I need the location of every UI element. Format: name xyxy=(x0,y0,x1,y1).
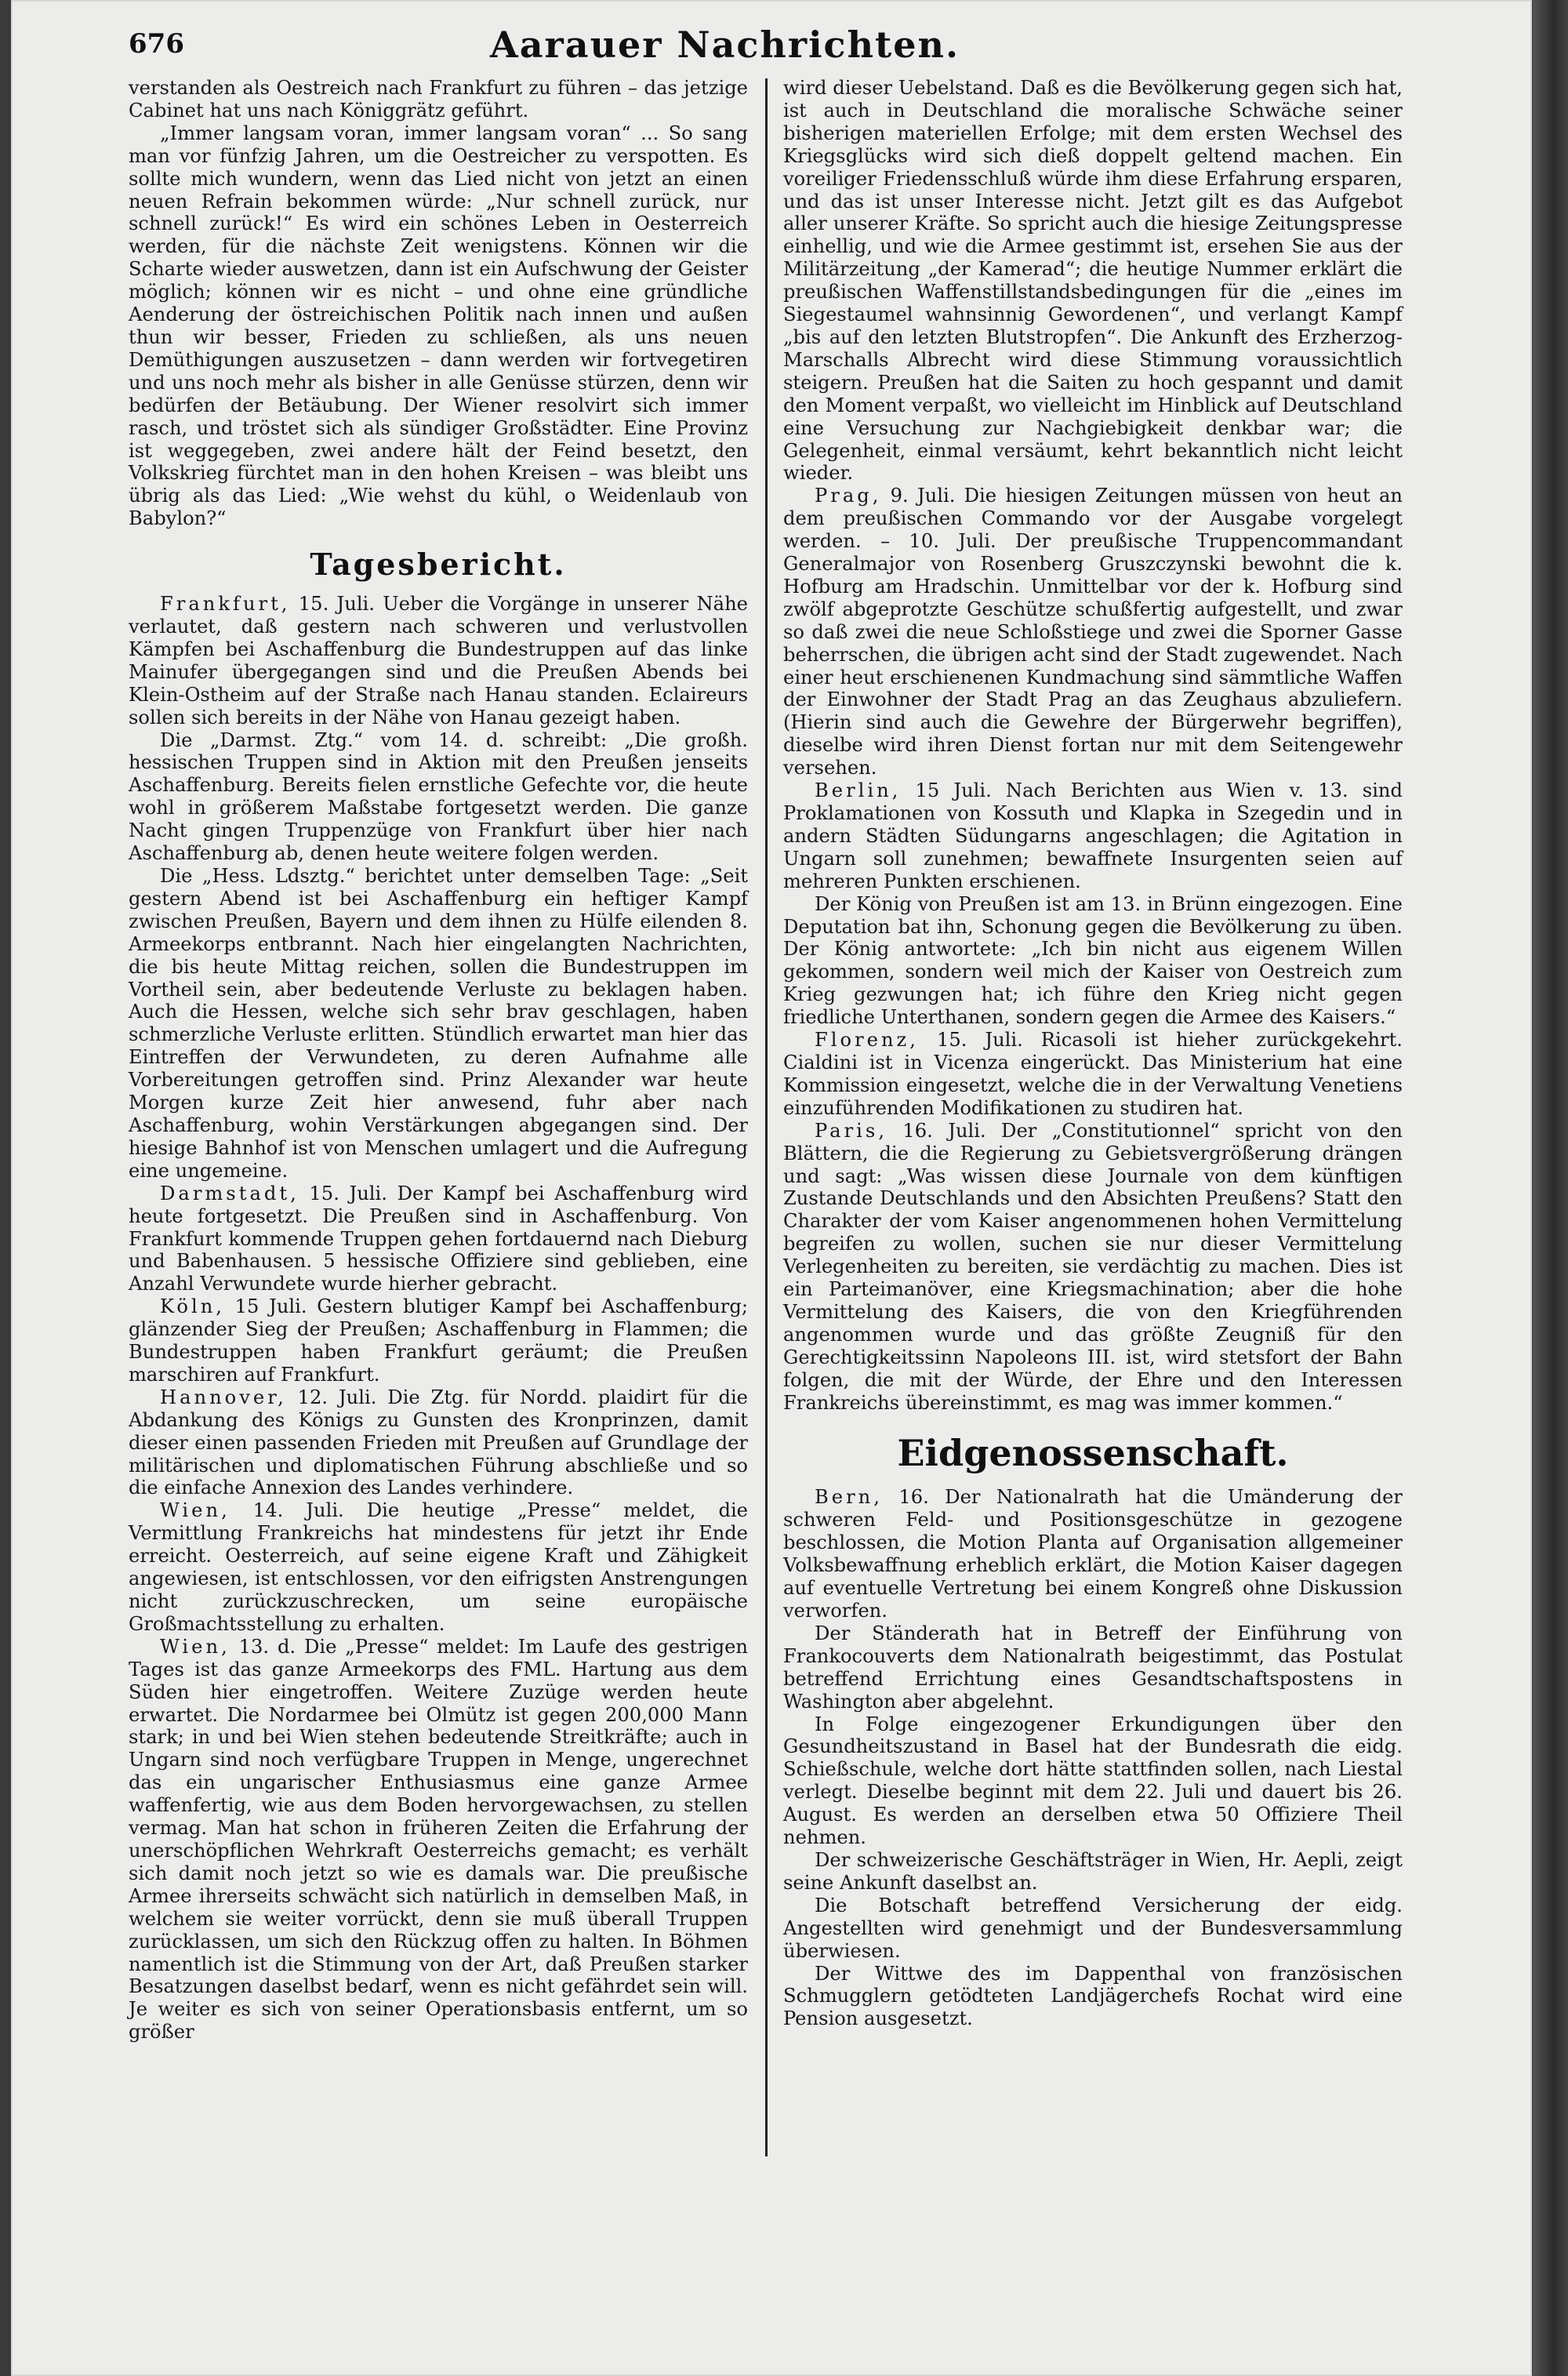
page-edge-shadow xyxy=(1533,0,1568,2376)
section-heading-eidgenossenschaft: Eidgenossenschaft. xyxy=(897,1432,1289,1475)
news-item xyxy=(129,1499,748,1635)
news-item xyxy=(129,1386,748,1500)
news-item xyxy=(783,779,1403,893)
intro-paragraph: verstanden als Oestreich nach Frankfurt zu führen – das jetzige Cabinet hat uns nach Königgrätz geführt. xyxy=(129,77,748,122)
news-item-text: Die „Hess. Ldsztg.“ berichtet unter demselben Tage: „Seit gestern Abend ist bei Aschaffenburg ein heftiger Kampf zwischen Preußen, Bayern und dem ihnen zu Hülfe eilenden 8. Armeekorps entbrannt. Nach hier eingelangten Nachrichten, die bis heute Mittag reichen, sollen die Bundestruppen im Vortheil sein, aber bedeutende Verluste zu beklagen haben. Auch die Hessen, welche sich sehr brav geschlagen, haben schmerzliche Verluste erlitten. Stündlich erwartet man hier das Eintreffen der Verwundeten, zu deren Aufnahme alle Vorbereitungen getroffen sind. Prinz Alexander war heute Morgen kurze Zeit hier anwesend, fuhr aber nach Aschaffenburg, wohin Verstärkungen abgegangen sind. Der hiesige Bahnhof ist von Menschen umlagert und die Aufregung eine ungemeine. xyxy=(129,865,748,1182)
left-column xyxy=(129,77,748,2044)
dateline-place: Berlin, xyxy=(815,779,902,802)
news-item xyxy=(783,77,1403,485)
dateline-place: Köln, xyxy=(160,1295,225,1318)
intro-paragraph: „Immer langsam voran, immer langsam voran“ ... So sang man vor fünfzig Jahren, um die Oestreicher zu verspotten. Es sollte mich wundern, wenn das Lied nicht von jetzt an einen neuen Refrain bekommen würde: „Nur schnell zurück, nur schnell zurück!“ Es wird ein schönes Leben in Oesterreich werden, für die nächste Zeit wenigstens. Können wir die Scharte wieder auswetzen, dann ist ein Aufschwung der Geister möglich; können wir es nicht – und ohne eine gründliche Aenderung der östreichischen Politik nach innen und außen thun wir besser, Frieden zu schließen, als uns neuen Demüthigungen auszusetzen – dann werden wir fortvegetiren und uns noch mehr als bisher in alle Genüsse stürzen, denn wir bedürfen der Betäubung. Der Wiener resolvirt sich immer rasch, und tröstet sich als sündiger Großstädter. Eine Provinz ist weggegeben, zwei andere hält der Feind besetzt, den Volkskrieg fürchtet man in den hohen Kreisen – was bleibt uns übrig als das Lied: „Wie wehst du kühl, o Weidenlaub von Babylon?“ xyxy=(129,122,748,530)
dateline-place: Wien, xyxy=(160,1635,230,1658)
news-item xyxy=(783,485,1403,779)
page-header xyxy=(129,24,960,72)
newspaper-page xyxy=(11,0,1532,2376)
news-item xyxy=(783,1029,1403,1120)
dateline-place: Darmstadt, xyxy=(160,1182,299,1204)
news-item-text: 12. Juli. Die Ztg. für Nordd. plaidirt für die Abdankung des Königs zu Gunsten des Kronprinzen, damit dieser einen passenden Frieden mit Preußen auf Grundlage der militärischen und diplomatischen Führung abschließe und so die einfache Annexion des Landes verhindere. xyxy=(129,1386,748,1499)
news-item-text: 9. Juli. Die hiesigen Zeitungen müssen von heut an dem preußischen Commando vor der Ausgabe vorgelegt werden. – 10. Juli. Der preußische Truppencommandant Generalmajor von Rosenberg Gruszczynski bewohnt die k. Hofburg am Hradschin. Unmittelbar vor der k. Hofburg sind zwölf abgeprotzte Geschütze schußfertig aufgestellt, und zwar so daß zwei die neue Schloßstiege und zwei die Sporner Gasse beherrschen, die übrigen acht sind der Stadt zugewendet. Nach einer heut erschienenen Kundmachung sind sämmtliche Waffen der Einwohner der Stadt Prag an das Zeughaus abzuliefern. (Hierin sind auch die Gewehre der Bürgerwehr begriffen), dieselbe wird ihren Dienst fortan nur mit dem Seitengewehr versehen. xyxy=(783,485,1403,779)
dateline-place: Florenz, xyxy=(815,1029,919,1052)
column-divider xyxy=(765,78,768,2156)
news-item xyxy=(783,1713,1403,1849)
news-item xyxy=(783,1895,1403,1963)
news-item-text: Der König von Preußen ist am 13. in Brünn eingezogen. Eine Deputation bat ihn, Schonung gegen die Bevölkerung zu üben. Der König antwortete: „Ich bin nicht aus eigenem Willen gekommen, sondern weil mich der Kaiser von Oestreich zum Krieg gezwungen hat; ich führe den Krieg nicht gegen friedliche Unterthanen, sondern gegen die Armee des Kaisers.“ xyxy=(783,892,1403,1029)
news-item xyxy=(783,1963,1403,2031)
news-item-text: Die „Darmst. Ztg.“ vom 14. d. schreibt: „Die großh. hessischen Truppen sind in Aktion mit den Preußen jenseits Aschaffenburg. Bereits fielen ernstliche Gefechte vor, die heute wohl in größerem Maßstabe fortgesetzt werden. Die ganze Nacht gingen Truppenzüge von Frankfurt über hier nach Aschaffenburg ab, denen heute weitere folgen werden. xyxy=(129,728,748,865)
news-item-text: 16. Juli. Der „Constitutionnel“ spricht von den Blättern, die die Regierung zu Gebietsvergrößerung drängen und sagt: „Was wissen diese Journale von dem künftigen Zustande Deutschlands und den Absichten Preußens? Statt den Charakter der vom Kaiser angenommenen hohen Vermittelung begreifen zu wollen, suchen sie nur dieser Vermittelung Verlegenheiten zu bereiten, sie verdächtig zu machen. Dies ist ein Parteimanöver, eine Kriegsmachination; aber die hohe Vermittelung des Kaisers, die von den Kriegführenden angenommen wurde und das größte Zeugniß für den Gerechtigkeitssinn Napoleons III. ist, wird stetsfort der Bahn folgen, die mit der Würde, der Ehre und den Interessen Frankreichs übereinstimmt, es mag was immer kommen.“ xyxy=(783,1119,1403,1414)
dateline-place: Bern, xyxy=(815,1486,883,1509)
news-item-text: Die Botschaft betreffend Versicherung der eidg. Angestellten wird genehmigt und der Bundesversammlung überwiesen. xyxy=(783,1894,1403,1962)
news-item-text: 13. d. Die „Presse“ meldet: Im Laufe des gestrigen Tages ist das ganze Armeekorps des FML. Hartung aus dem Süden hier eingetroffen. Weitere Zuzüge werden heute erwartet. Die Nordarmee bei Olmütz ist gegen 200,000 Mann stark; in und bei Wien stehen bedeutende Streitkräfte; auch in Ungarn sind noch verfügbare Truppen in Menge, ungerechnet das ein ungarischer Enthusiasmus eine ganze Armee waffenfertig, wie aus dem Boden hervorgewachsen, zu stellen vermag. Man hat schon in früheren Zeiten die Erfahrung der unerschöpflichen Wehrkraft Oesterreichs gemacht; es verhält sich damit noch jetzt so wie es damals war. Die preußische Armee ihrerseits schwächt sich natürlich in demselben Maß, in welchem sie weiter vorrückt, denn sie muß überall Truppen zurücklassen, um sich den Rückzug offen zu halten. In Böhmen namentlich ist die Stimmung von der Art, daß Preußen starker Besatzungen daselbst bedarf, wenn es nicht gefährdet sein will. Je weiter es sich von seiner Operationsbasis entfernt, um so größer xyxy=(129,1635,748,2044)
dateline-place: Hannover, xyxy=(160,1386,287,1408)
news-item-text: 14. Juli. Die heutige „Presse“ meldet, die Vermittlung Frankreichs hat mindestens für jetzt ihr Ende erreicht. Oesterreich, auf seine eigene Kraft und Zähigkeit angewiesen, ist entschlossen, vor den eifrigsten Anstrengungen nicht zurückzuschrecken, um seine europäische Großmachtsstellung zu erhalten. xyxy=(129,1499,748,1635)
news-item xyxy=(129,865,748,1183)
news-item-text: 15 Juli. Nach Berichten aus Wien v. 13. sind Proklamationen von Kossuth und Klapka in Szegedin und in andern Städten Südungarns angeschlagen; die Agitation in Ungarn soll zunehmen; bewaffnete Insurgenten seien auf mehreren Punkten erschienen. xyxy=(783,779,1403,892)
news-item xyxy=(783,1849,1403,1895)
news-item-text: 15. Juli. Ricasoli ist hieher zurückgekehrt. Cialdini ist in Vicenza eingerückt. Das Ministerium hat eine Kommission eingesetzt, welche die in der Verwaltung Venetiens einzuführenden Modifikationen zu studiren hat. xyxy=(783,1029,1403,1119)
dateline-place: Paris, xyxy=(815,1119,888,1142)
news-item-text: In Folge eingezogener Erkundigungen über den Gesundheitszustand in Basel hat der Bundesrath die eidg. Schießschule, welche dort hätte stattfinden sollen, nach Liestal verlegt. Dieselbe beginnt mit dem 22. Juli und dauert bis 26. August. Es werden an derselben etwa 50 Offiziere Theil nehmen. xyxy=(783,1713,1403,1849)
news-item-text: Der Wittwe des im Dappenthal von französischen Schmugglern getödteten Landjägerchefs Rochat wird eine Pension ausgesetzt. xyxy=(783,1962,1403,2030)
news-item xyxy=(129,593,748,728)
news-item-text: 15. Juli. Der Kampf bei Aschaffenburg wird heute fortgesetzt. Die Preußen sind in Aschaffenburg. Von Frankfurt kommende Truppen gehen fortdauernd nach Dieburg und Babenhausen. 5 hessische Offiziere sind geblieben, eine Anzahl Verwundete wurde hierher gebracht. xyxy=(129,1182,748,1295)
news-item-text: 15. Juli. Ueber die Vorgänge in unserer Nähe verlautet, daß gestern nach schweren und verlustvollen Kämpfen bei Aschaffenburg die Bundestruppen auf das linke Mainufer übergegangen sind und die Preußen Abends bei Klein-Ostheim auf der Straße nach Hanau standen. Eclaireurs sollen sich bereits in der Nähe von Hanau gezeigt haben. xyxy=(129,593,748,728)
news-item xyxy=(783,893,1403,1029)
page-number: 676 xyxy=(129,28,184,60)
news-item xyxy=(783,1622,1403,1713)
right-column xyxy=(783,77,1403,2030)
news-item-text: 16. Der Nationalrath hat die Umänderung der schweren Feld- und Positionsgeschütze in gezogene beschlossen, die Motion Planta auf Organisation allgemeiner Volksbewaffnung erheblich erklärt, die Motion Kaiser dagegen auf eventuelle Vertretung bei einem Kongreß ohne Diskussion verworfen. xyxy=(783,1486,1403,1622)
dateline-place: Prag, xyxy=(815,485,882,507)
running-title: Aarauer Nachrichten. xyxy=(490,24,960,66)
dateline-place: Frankfurt, xyxy=(160,593,291,616)
news-item xyxy=(783,1486,1403,1622)
section-heading-tagesbericht: Tagesbericht. xyxy=(310,547,567,583)
news-item xyxy=(129,1183,748,1296)
news-item xyxy=(129,1295,748,1386)
news-item-text: wird dieser Uebelstand. Daß es die Bevölkerung gegen sich hat, ist auch in Deutschland die moralische Schwäche seiner bisherigen materiellen Erfolge; mit dem ersten Wechsel des Kriegsglücks wird sich dieß doppelt geltend machen. Ein voreiliger Friedensschluß würde ihm diese Erfahrung ersparen, und das ist unser Interesse nicht. Jetzt gilt es das Aufgebot aller unserer Kräfte. So spricht auch die hiesige Zeitungspresse einhellig, und wie die Armee gestimmt ist, ersehen Sie aus der Militärzeitung „der Kamerad“; die heutige Nummer erklärt die preußischen Waffenstillstandsbedingungen für die „eines im Siegestaumel wahnsinnig Gewordenen“, und verlangt Kampf „bis auf den letzten Blutstropfen“. Die Ankunft des Erzherzog-Marschalls Albrecht wird diese Stimmung voraussichtlich steigern. Preußen hat die Saiten zu hoch gespannt und damit den Moment verpaßt, wo vielleicht im Hinblick auf Deutschland eine Versuchung zur Nachgiebigkeit denkbar war; die Gelegenheit, einmal versäumt, kehrt bekanntlich nicht leicht wieder. xyxy=(783,77,1403,485)
news-item-text: 15 Juli. Gestern blutiger Kampf bei Aschaffenburg; glänzender Sieg der Preußen; Aschaffenburg in Flammen; die Bundestruppen haben Frankfurt geräumt; die Preußen marschiren auf Frankfurt. xyxy=(129,1295,748,1386)
dateline-place: Wien, xyxy=(160,1499,230,1522)
news-item xyxy=(783,1120,1403,1415)
news-item xyxy=(129,1636,748,2044)
news-item-text: Der Ständerath hat in Betreff der Einführung von Frankocouverts dem Nationalrath beigestimmt, das Postulat betreffend Errichtung eines Gesandtschaftspostens in Washington aber abgelehnt. xyxy=(783,1622,1403,1713)
news-item-text: Der schweizerische Geschäftsträger in Wien, Hr. Aepli, zeigt seine Ankunft daselbst an. xyxy=(783,1848,1403,1894)
news-item xyxy=(129,729,748,865)
